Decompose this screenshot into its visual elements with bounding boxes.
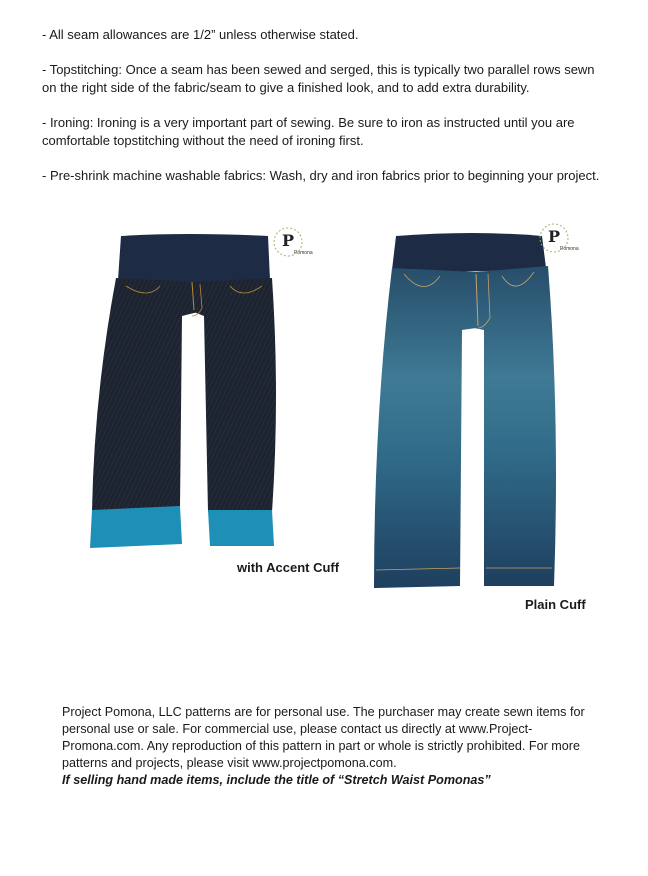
note-seam-allowance: - All seam allowances are 1/2” unless otherwise stated. xyxy=(42,27,359,42)
waistband xyxy=(118,234,270,283)
accent-cuff-left xyxy=(90,506,182,548)
svg-text:P: P xyxy=(281,231,295,250)
svg-text:P: P xyxy=(547,227,561,246)
pomona-logo xyxy=(274,228,313,256)
usage-notice-title-requirement: If selling hand made items, include the title of “Stretch Waist Pomonas” xyxy=(62,773,491,787)
note-ironing: - Ironing: Ironing is a very important part of sewing. Be sure to iron as instructed until you are comfortable topstitching without the need of ironing first. xyxy=(42,115,575,148)
note-topstitching: - Topstitching: Once a seam has been sewed and serged, this is typically two parallel rows sewn on the right side of the fabric/seam to give a finished look, and to add extra durability. xyxy=(42,62,595,95)
left-leg xyxy=(374,268,476,588)
logo-text: Pomona xyxy=(560,246,579,252)
accent-cuff-jeans-photo xyxy=(86,216,318,556)
sewing-notes xyxy=(42,26,612,202)
usage-notice-body: Project Pomona, LLC patterns are for personal use. The purchaser may create sewn items for personal use or sale. For commercial use, please contact us directly at www.Project-Promona.com. Any reproduction of this pattern in part or whole is strictly prohibited. For more patterns and projects, please visit www.projectpomona.com. xyxy=(62,705,585,770)
plain-cuff-caption: Plain Cuff xyxy=(525,597,586,612)
accent-cuff-caption: with Accent Cuff xyxy=(237,560,340,575)
plain-cuff-jeans-photo xyxy=(364,218,592,594)
left-leg xyxy=(92,278,198,512)
waistband xyxy=(392,233,546,272)
right-leg xyxy=(194,278,276,512)
accent-cuff-right xyxy=(208,510,274,546)
usage-notice xyxy=(62,704,607,789)
note-pre-shrink: - Pre-shrink machine washable fabrics: Wash, dry and iron fabrics prior to beginning your project. xyxy=(42,168,600,183)
logo-text: Pomona xyxy=(294,250,313,256)
right-leg xyxy=(474,266,556,586)
pomona-logo xyxy=(540,224,579,252)
